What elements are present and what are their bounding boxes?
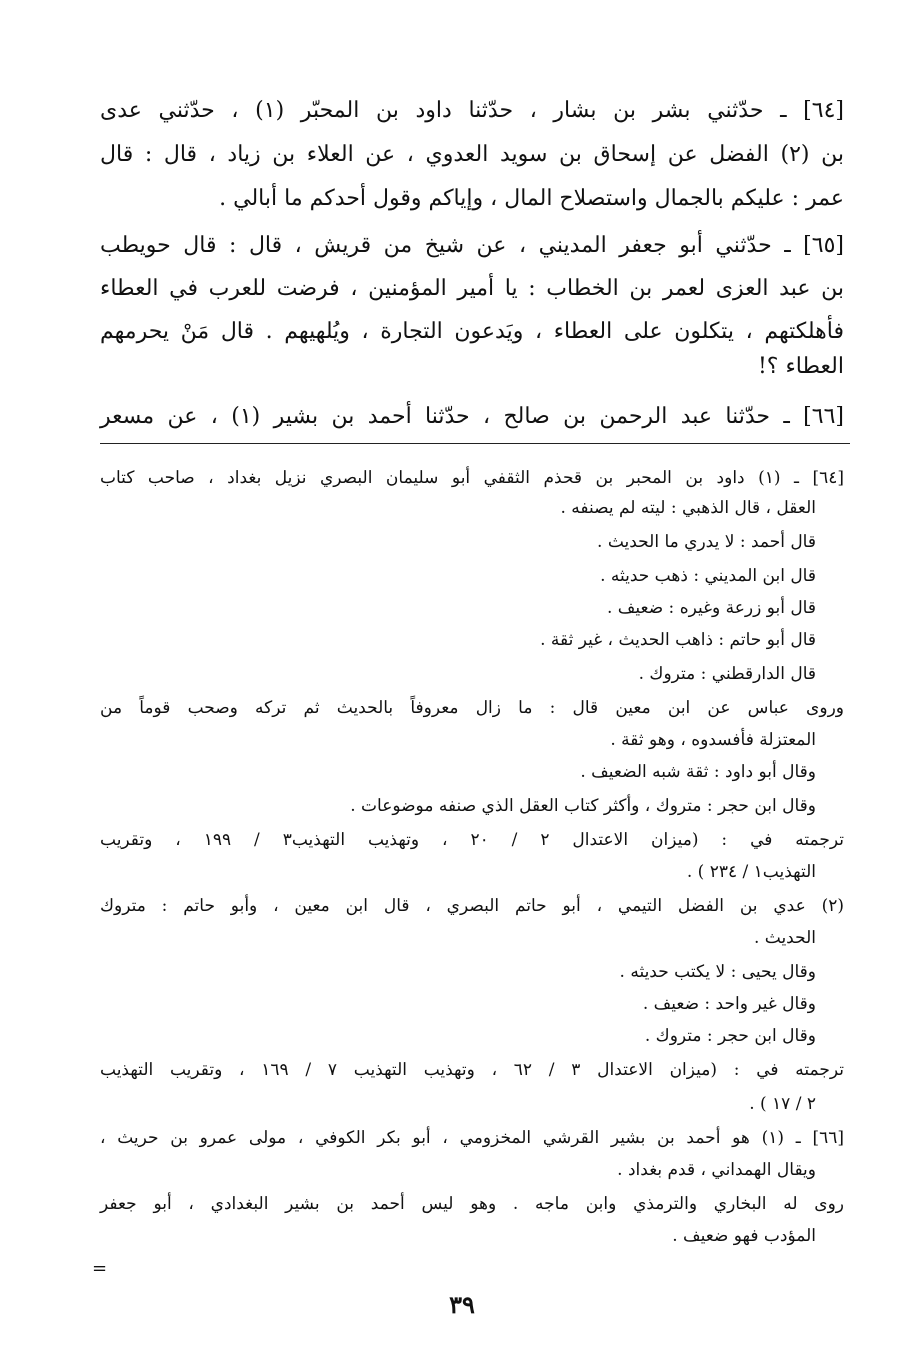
footnote-line: وقال يحيى : لا يكتب حديثه . (619, 962, 816, 982)
main-text-line: بن عبد العزى لعمر بن الخطاب : يا أمير المؤمنين ، فرضت للعرب في العطاء (100, 276, 844, 301)
footnote-line: قال الدارقطني : متروك . (638, 664, 816, 684)
page-number: ٣٩ (449, 1290, 475, 1319)
footnote-line: المؤدب فهو ضعيف . (672, 1226, 816, 1246)
footnote-line: قال أحمد : لا يدري ما الحديث . (597, 532, 816, 552)
footnote-line: التهذيب١ / ٢٣٤ ) . (686, 862, 816, 882)
footnote-line: ويقال الهمداني ، قدم بغداد . (617, 1160, 816, 1180)
main-text-line: العطاء ؟! (757, 354, 844, 379)
footnote-line: الحديث . (753, 928, 816, 948)
footnote-line: قال أبو زرعة وغيره : ضعيف . (606, 598, 816, 618)
main-text-line: [٦٦] ـ حدّثنا عبد الرحمن بن صالح ، حدّثنا أحمد بن بشير (١) ، عن مسعر (100, 404, 844, 429)
footnote-line: وقال ابن حجر : متروك . (644, 1026, 816, 1046)
footnote-line: العقل ، قال الذهبي : ليته لم يصنفه . (560, 498, 816, 518)
footnote-separator (100, 443, 850, 444)
footnote-line: قال أبو حاتم : ذاهب الحديث ، غير ثقة . (540, 630, 816, 650)
footnote-line: ٢ / ١٧ ) . (749, 1094, 816, 1114)
main-text-line: [٦٥] ـ حدّثني أبو جعفر المديني ، عن شيخ من قريش ، قال : قال حويطب (100, 233, 844, 258)
main-text-line: عمر : عليكم بالجمال واستصلاح المال ، وإياكم وقول أحدكم ما أبالي . (219, 186, 844, 211)
main-text-line: فأهلكتهم ، يتكلون على العطاء ، ويَدعون التجارة ، ويُلهيهم . قال مَنْ يحرمهم (100, 319, 844, 344)
footnote-line: قال ابن المديني : ذهب حديثه . (600, 566, 816, 586)
main-text-line: [٦٤] ـ حدّثني بشر بن بشار ، حدّثنا داود بن المحبّر (١) ، حدّثني عدى (100, 98, 844, 123)
footnote-line: روى له البخاري والترمذي وابن ماجه . وهو ليس أحمد بن بشير البغدادي ، أبو جعفر (100, 1194, 844, 1214)
continuation-mark: = (92, 1258, 108, 1279)
main-text-line: بن (٢) الفضل عن إسحاق بن سويد العدوي ، عن العلاء بن زياد ، قال : قال (100, 142, 844, 167)
footnote-line: ترجمته في : (ميزان الاعتدال ٢ / ٢٠ ، وتهذيب التهذيب٣ / ١٩٩ ، وتقريب (100, 830, 844, 850)
footnote-line: [٦٦] ـ (١) هو أحمد بن بشير القرشي المخزومي ، أبو بكر الكوفي ، مولى عمرو بن حريث ، (100, 1128, 844, 1148)
footnote-line: المعتزلة فأفسدوه ، وهو ثقة . (610, 730, 816, 750)
footnote-line: وقال أبو داود : ثقة شبه الضعيف . (580, 762, 816, 782)
footnote-line: (٢) عدي بن الفضل التيمي ، أبو حاتم البصري ، قال ابن معين ، وأبو حاتم : متروك (100, 896, 844, 916)
footnote-line: وروى عباس عن ابن معين قال : ما زال معروفاً بالحديث ثم تركه وصحب قوماً من (100, 698, 844, 718)
footnote-line: [٦٤] ـ (١) داود بن المحبر بن قحذم الثقفي أبو سليمان البصري نزيل بغداد ، صاحب كتاب (100, 468, 844, 488)
footnote-line: وقال ابن حجر : متروك ، وأكثر كتاب العقل الذي صنفه موضوعات . (350, 796, 816, 816)
footnote-line: ترجمته في : (ميزان الاعتدال ٣ / ٦٢ ، وتهذيب التهذيب ٧ / ١٦٩ ، وتقريب التهذيب (100, 1060, 844, 1080)
footnote-line: وقال غير واحد : ضعيف . (642, 994, 816, 1014)
